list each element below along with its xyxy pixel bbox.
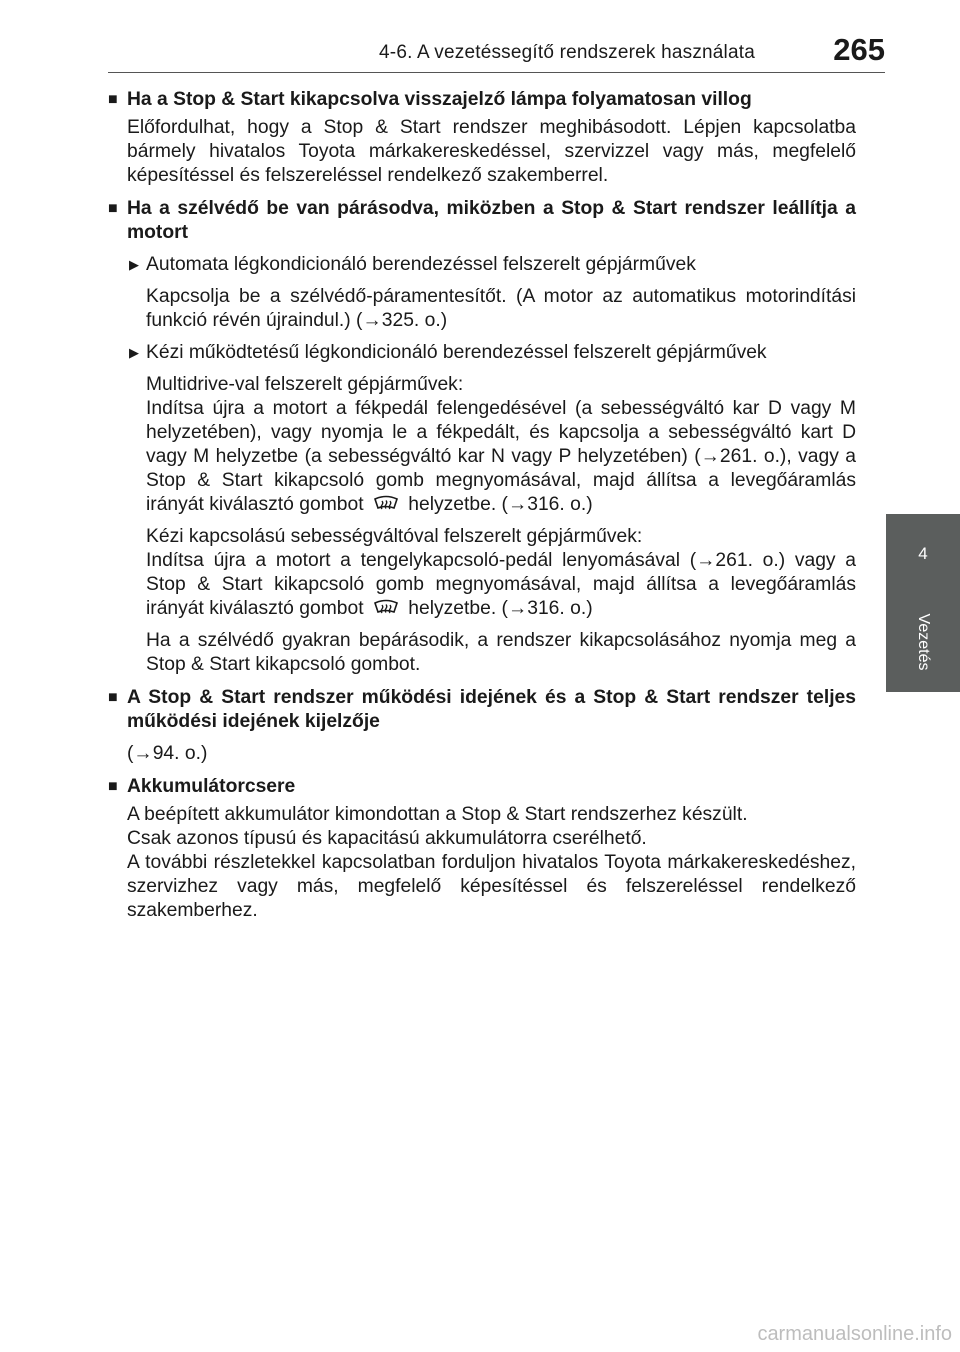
- paragraph: Ha a szélvédő gyakran bepárásodik, a rendszer kikapcsolásához nyomja meg a Stop & Start kikapcsoló gombot.: [146, 630, 856, 675]
- triangle-bullet-icon: ▶: [129, 345, 139, 360]
- square-bullet-icon: ■: [108, 689, 118, 706]
- header-divider: [108, 72, 885, 73]
- subheading-manual-ac: ▶ Kézi működtetésű légkondicionáló berendezéssel felszerelt gépjárművek: [129, 342, 767, 363]
- paragraph: (→94. o.): [127, 743, 208, 764]
- section-battery-replacement: [108, 775, 856, 923]
- section-operating-time-display: [108, 686, 856, 766]
- page-content: [108, 88, 856, 932]
- section-heading: ■ Ha a szélvédő be van párásodva, miközben a Stop & Start rendszer leállítja a motort: [108, 198, 856, 243]
- section-warning-lamp: [108, 88, 856, 188]
- chapter-tab-number: 4: [918, 544, 928, 563]
- page-header: [0, 0, 960, 78]
- square-bullet-icon: ■: [108, 91, 118, 108]
- chapter-tab-label: Vezetés: [915, 613, 932, 671]
- section-heading: ■ Ha a Stop & Start kikapcsolva visszajelző lámpa folyamatosan villog: [108, 89, 752, 110]
- section-heading: ■ Akkumulátorcsere: [108, 776, 296, 797]
- section-fogged-windshield: [108, 197, 856, 677]
- paragraph: A beépített akkumulátor kimondottan a Stop & Start rendszerhez készült. Csak azonos típusú és kapacitású akkumulátorra cserélhető. A további részletekkel kapcsolatban forduljon hivatalos Toyota márkakereskedéshez, szervizhez vagy más, megfelelő képesítéssel és felszereléssel rendelkező szakemberhez.: [127, 804, 856, 921]
- subheading-automatic-ac: ▶ Automata légkondicionáló berendezéssel felszerelt gépjárművek: [129, 254, 696, 275]
- triangle-bullet-icon: ▶: [129, 257, 139, 272]
- paragraph-manual-transmission: Kézi kapcsolású sebességváltóval felszerelt gépjárművek: Indítsa újra a motort a tengelykapcsoló-pedál lenyomásával (→261. o.) vagy a Stop & Start kikapcsoló gomb megnyomásával, majd állítsa a levegőáramlás irányát kiválasztó gombot helyzetbe. (→316. o.): [146, 526, 856, 619]
- windshield-defog-icon: [373, 599, 399, 617]
- section-heading: ■ A Stop & Start rendszer működési idejének és a Stop & Start rendszer teljes működési idejének kijelzője: [108, 687, 856, 732]
- square-bullet-icon: ■: [108, 778, 118, 795]
- paragraph: Kapcsolja be a szélvédő-páramentesítőt. (A motor az automatikus motorindítási funkció révén újraindul.) (→325. o.): [146, 286, 856, 331]
- chapter-tab[interactable]: [886, 514, 960, 594]
- page-number: 265: [833, 32, 885, 67]
- paragraph-multidrive: Multidrive-val felszerelt gépjárművek: Indítsa újra a motort a fékpedál felengedésével (a sebességváltó kar D vagy M helyzetében), vagy nyomja le a fékpedált, és kapcsolja a sebességváltó kart D vagy M helyzetbe (a sebességváltó kar N vagy P helyzetében) (→261. o.), vagy a Stop & Start kikapcsoló gomb megnyomásával, majd állítsa a levegőáramlás irányát kiválasztó gombot helyzetbe. (→316. o.): [146, 374, 856, 515]
- windshield-defog-icon: [373, 495, 399, 513]
- chapter-title: 4-6. A vezetéssegítő rendszerek használata: [379, 42, 755, 63]
- watermark: carmanualsonline.info: [757, 1323, 952, 1345]
- square-bullet-icon: ■: [108, 200, 118, 217]
- paragraph: Előfordulhat, hogy a Stop & Start rendszer meghibásodott. Lépjen kapcsolatba bármely hivatalos Toyota márkakereskedéssel, szervizzel vagy más, megfelelő képesítéssel és felszereléssel rendelkező szakemberrel.: [127, 117, 856, 186]
